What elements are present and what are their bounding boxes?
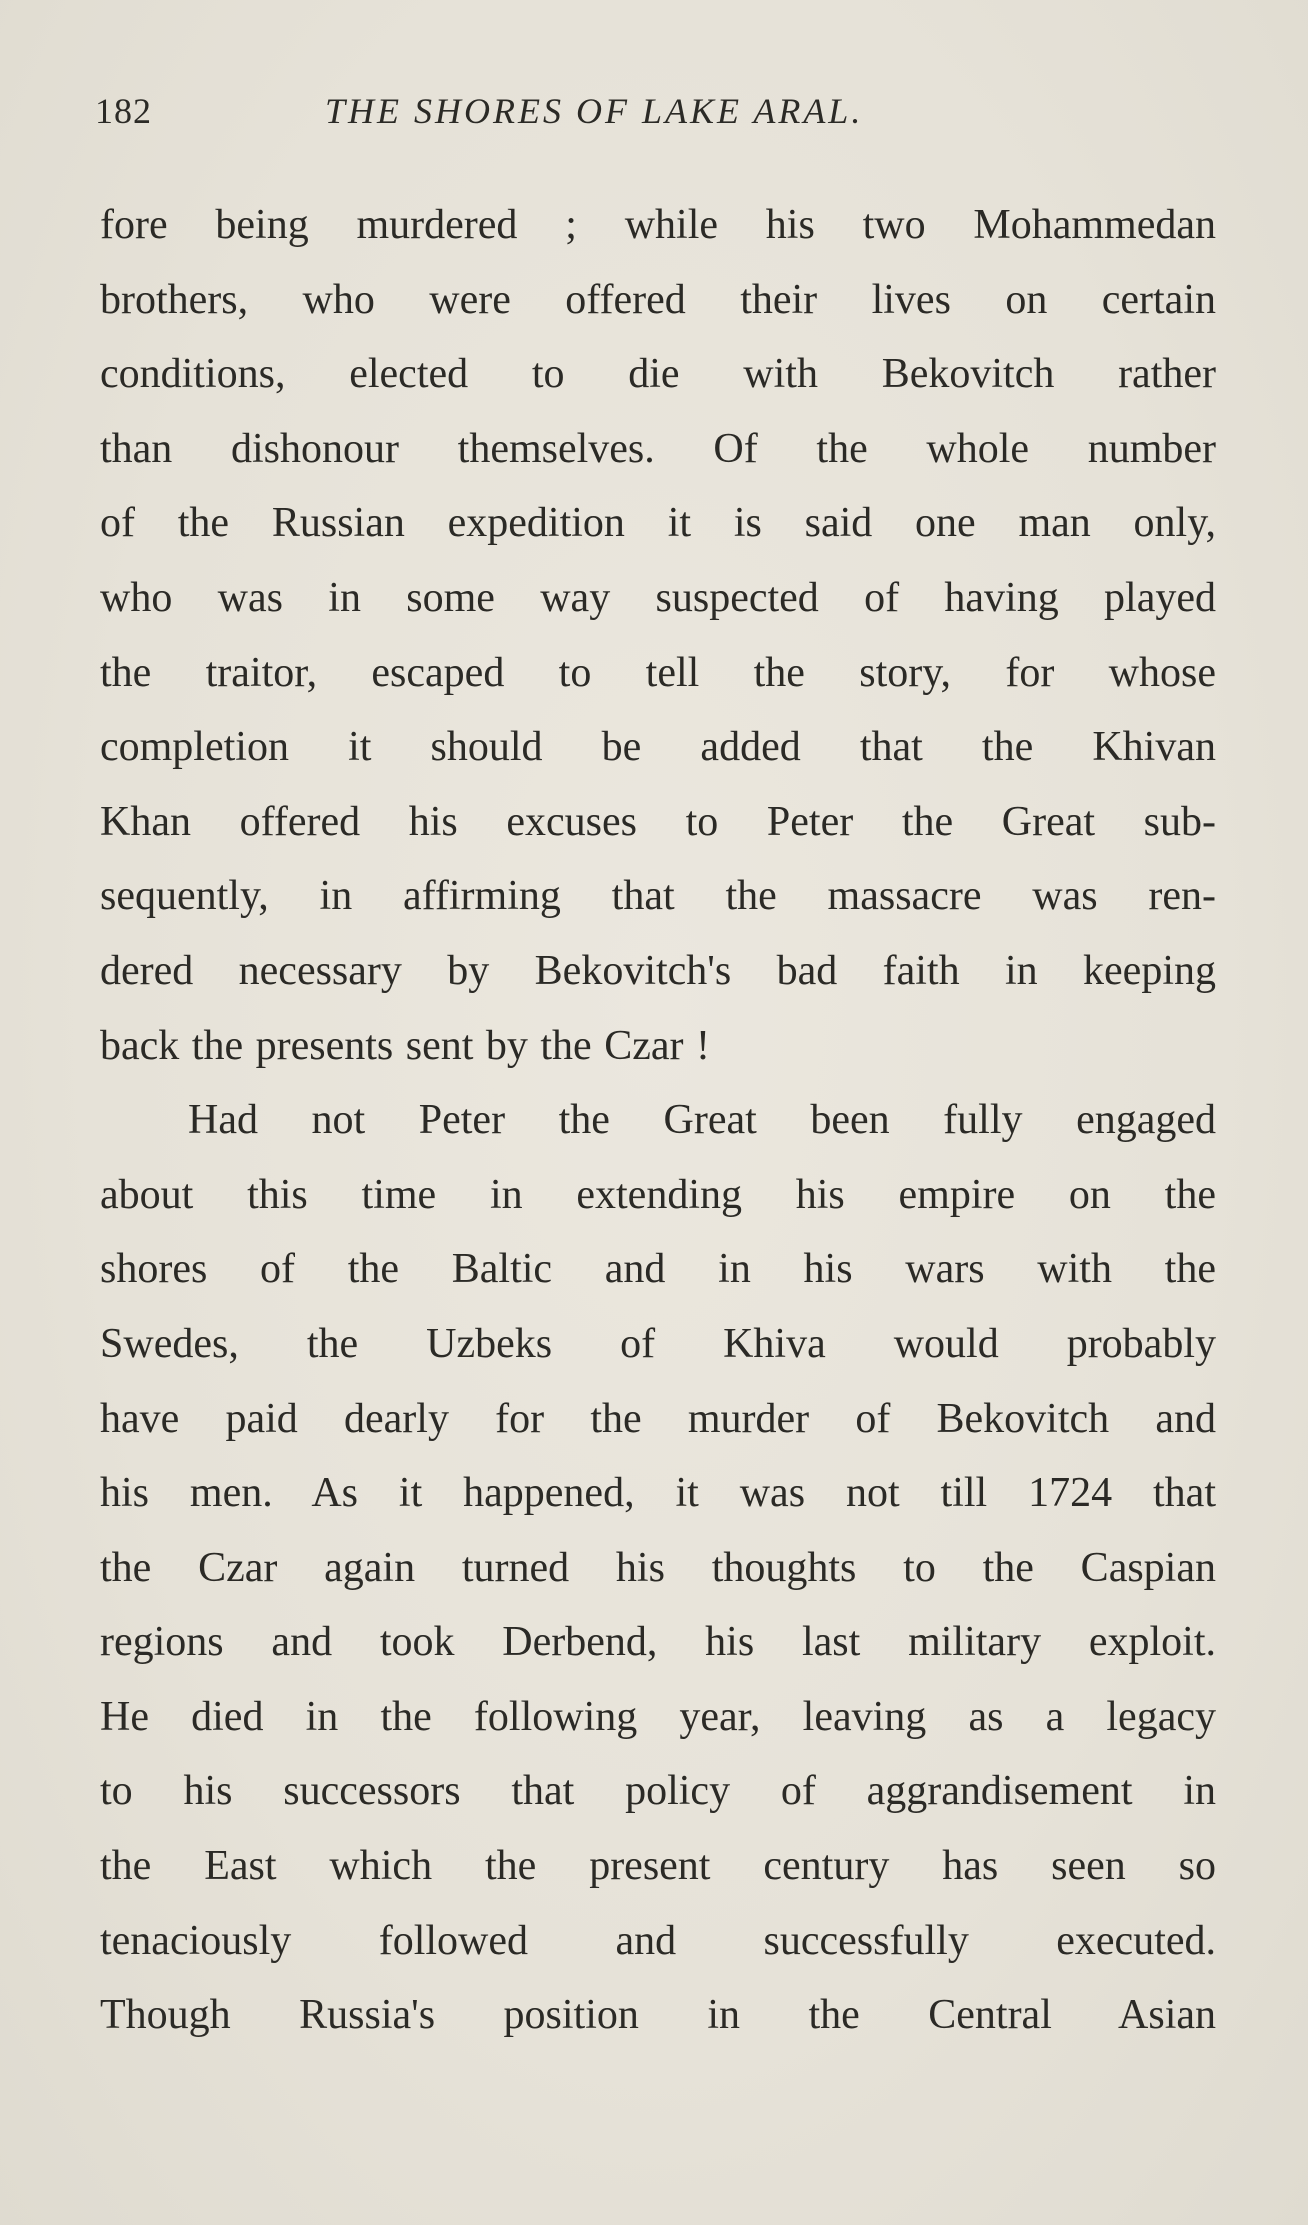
text-line: his men. As it happened, it was not till 1724 that <box>100 1470 1216 1517</box>
body-text <box>100 188 1216 2053</box>
text-line: conditions, elected to die with Bekovitch rather <box>100 351 1216 398</box>
text-line-paragraph-end: back the presents sent by the Czar ! <box>100 1022 710 1069</box>
text-line: who was in some way suspected of having played <box>100 574 1216 621</box>
running-title: THE SHORES OF LAKE ARAL. <box>325 91 864 131</box>
text-line: have paid dearly for the murder of Bekovitch and <box>100 1395 1216 1442</box>
text-line: the Czar again turned his thoughts to the Caspian <box>100 1544 1216 1591</box>
running-head <box>95 90 1220 140</box>
text-line: dered necessary by Bekovitch's bad faith in keeping <box>100 947 1216 994</box>
text-line: to his successors that policy of aggrandisement in <box>100 1768 1216 1815</box>
text-line: the East which the present century has seen so <box>100 1843 1216 1890</box>
text-line: completion it should be added that the Khivan <box>100 724 1216 771</box>
text-line: shores of the Baltic and in his wars with the <box>100 1246 1216 1293</box>
text-line: about this time in extending his empire on the <box>100 1171 1216 1218</box>
text-line: of the Russian expedition it is said one man only, <box>100 500 1216 547</box>
text-line: the traitor, escaped to tell the story, for whose <box>100 649 1216 696</box>
text-line: than dishonour themselves. Of the whole number <box>100 425 1216 472</box>
text-line: Khan offered his excuses to Peter the Great sub- <box>100 798 1216 845</box>
text-line-paragraph-start: Had not Peter the Great been fully engaged <box>188 1097 1216 1144</box>
text-line: He died in the following year, leaving as a legacy <box>100 1693 1216 1740</box>
page-number: 182 <box>95 91 152 131</box>
text-line: regions and took Derbend, his last military exploit. <box>100 1619 1216 1666</box>
text-line: tenaciously followed and successfully executed. <box>100 1917 1216 1964</box>
text-line: fore being murdered ; while his two Mohammedan <box>100 202 1216 248</box>
text-line: brothers, who were offered their lives on certain <box>100 276 1216 323</box>
text-line: Though Russia's position in the Central Asian <box>100 1992 1216 2039</box>
text-line: sequently, in affirming that the massacre was ren- <box>100 873 1216 920</box>
text-line: Swedes, the Uzbeks of Khiva would probably <box>100 1320 1216 1367</box>
